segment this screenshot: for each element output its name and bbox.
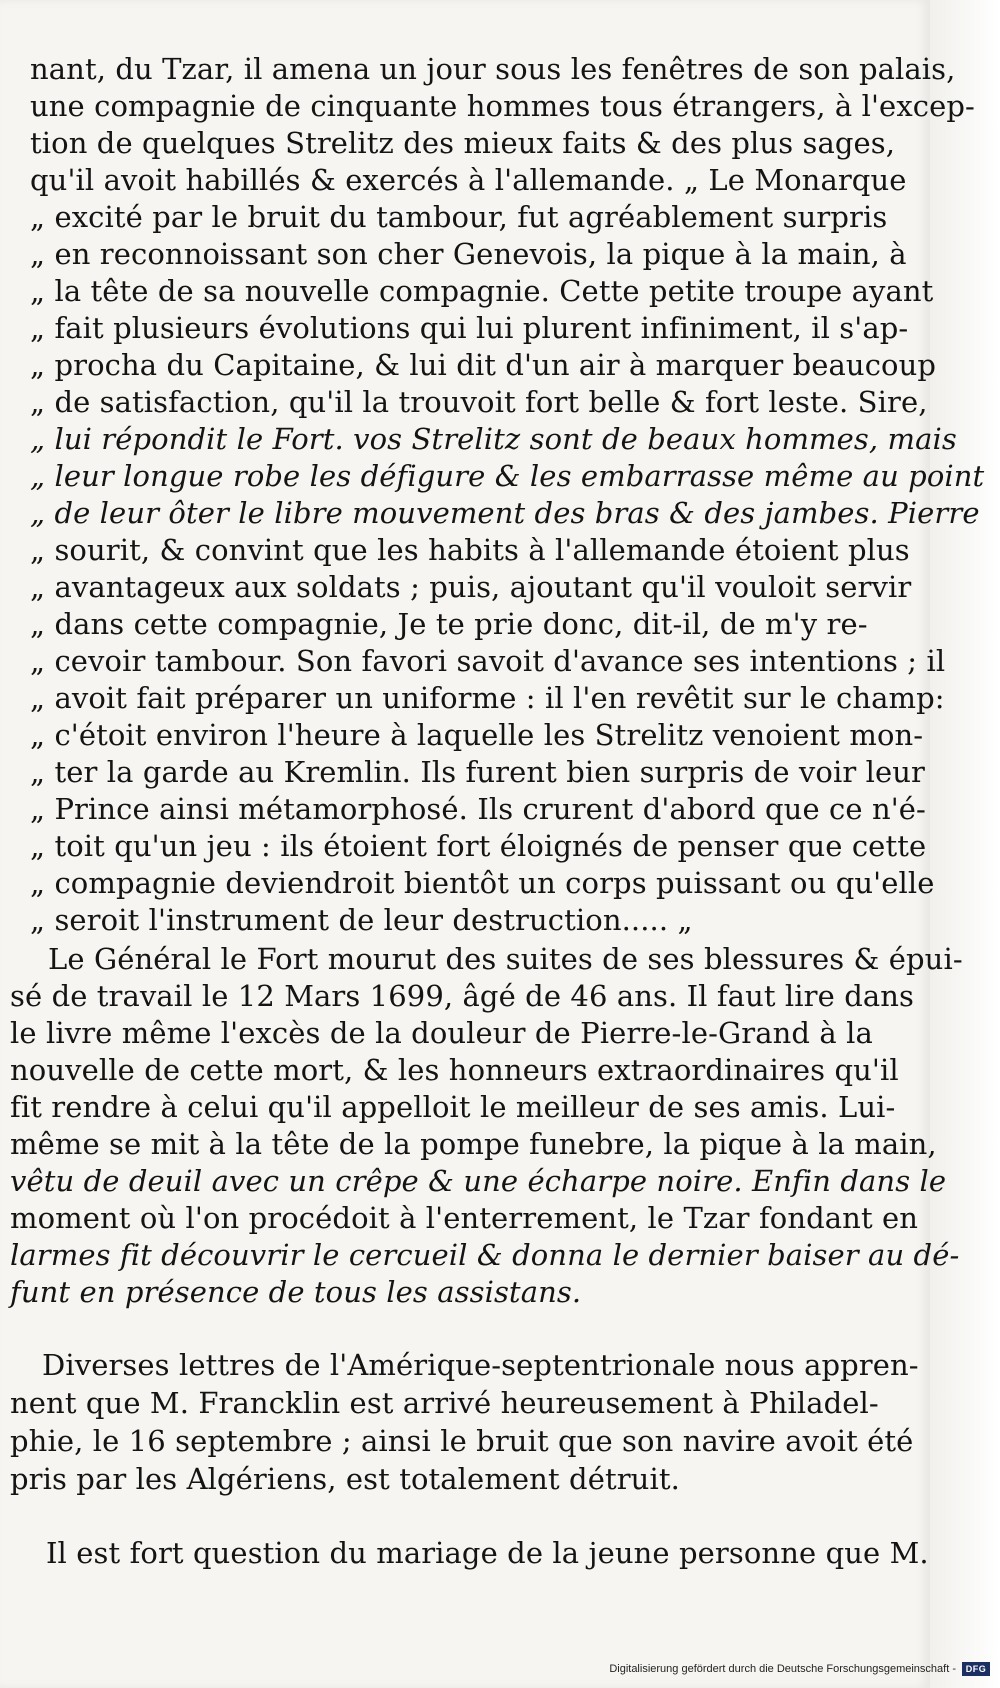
dfg-logo-icon: DFG: [962, 1662, 990, 1676]
text-line: „ procha du Capitaine, & lui dit d'un air à marquer beaucoup: [30, 348, 937, 382]
text-line: „ toit qu'un jeu : ils étoient fort éloignés de penser que cette: [30, 829, 927, 863]
text-line: vêtu de deuil avec un crêpe & une écharpe noire. Enfin dans le: [10, 1164, 947, 1198]
text-line: „ c'étoit environ l'heure à laquelle les Strelitz venoient mon-: [30, 718, 924, 752]
text-line: funt en présence de tous les assistans.: [10, 1275, 582, 1309]
text-line: larmes fit découvrir le cercueil & donna le dernier baiser au dé-: [10, 1238, 960, 1272]
text-line: fit rendre à celui qu'il appelloit le meilleur de ses amis. Lui-: [10, 1090, 896, 1124]
text-line: „ en reconnoissant son cher Genevois, la pique à la main, à: [30, 237, 907, 271]
page-edge: [930, 0, 1000, 1688]
text-line: „ sourit, & convint que les habits à l'allemande étoient plus: [30, 533, 910, 567]
footer-credit: [609, 1662, 990, 1676]
text-line: même se mit à la tête de la pompe funebre, la pique à la main,: [10, 1127, 937, 1161]
text-line: nant, du Tzar, il amena un jour sous les fenêtres de son palais,: [30, 52, 956, 86]
text-line: „ la tête de sa nouvelle compagnie. Cette petite troupe ayant: [30, 274, 934, 308]
text-line: „ dans cette compagnie, Je te prie donc, dit-il, de m'y re-: [30, 607, 868, 641]
text-line: „ avantageux aux soldats ; puis, ajoutant qu'il vouloit servir: [30, 570, 912, 604]
text-line: tion de quelques Strelitz des mieux faits & des plus sages,: [30, 126, 896, 160]
text-line: Il est fort question du mariage de la jeune personne que M.: [46, 1536, 929, 1570]
text-line: „ excité par le bruit du tambour, fut agréablement surpris: [30, 200, 888, 234]
text-line: „ Prince ainsi métamorphosé. Ils crurent d'abord que ce n'é-: [30, 792, 926, 826]
text-line: sé de travail le 12 Mars 1699, âgé de 46 ans. Il faut lire dans: [10, 979, 915, 1013]
text-line: une compagnie de cinquante hommes tous étrangers, à l'excep-: [30, 89, 975, 123]
text-line: „ avoit fait préparer un uniforme : il l'en revêtit sur le champ:: [30, 681, 945, 715]
text-line: le livre même l'excès de la douleur de Pierre-le-Grand à la: [10, 1016, 873, 1050]
text-line: pris par les Algériens, est totalement détruit.: [10, 1462, 680, 1496]
text-line: „ fait plusieurs évolutions qui lui plurent infiniment, il s'ap-: [30, 311, 909, 345]
text-line: „ de satisfaction, qu'il la trouvoit fort belle & fort leste. Sire,: [30, 385, 928, 419]
text-line: qu'il avoit habillés & exercés à l'allemande. „ Le Monarque: [30, 163, 907, 197]
text-line: „ ter la garde au Kremlin. Ils furent bien surpris de voir leur: [30, 755, 925, 789]
text-line: „ cevoir tambour. Son favori savoit d'avance ses intentions ; il: [30, 644, 946, 678]
text-line: Diverses lettres de l'Amérique-septentrionale nous appren-: [42, 1348, 919, 1382]
text-line: Le Général le Fort mourut des suites de ses blessures & épui-: [48, 942, 963, 976]
text-line: nent que M. Francklin est arrivé heureusement à Philadel-: [10, 1386, 879, 1420]
text-line: „ seroit l'instrument de leur destruction..... „: [30, 903, 693, 937]
text-line: „ leur longue robe les défigure & les embarrasse même au point: [30, 459, 985, 493]
text-line: „ compagnie deviendroit bientôt un corps puissant ou qu'elle: [30, 866, 935, 900]
text-line: phie, le 16 septembre ; ainsi le bruit que son navire avoit été: [10, 1424, 914, 1458]
text-line: moment où l'on procédoit à l'enterrement, le Tzar fondant en: [10, 1201, 919, 1235]
text-line: nouvelle de cette mort, & les honneurs extraordinaires qu'il: [10, 1053, 899, 1087]
text-line: „ de leur ôter le libre mouvement des bras & des jambes. Pierre: [30, 496, 980, 530]
footer-text: Digitalisierung gefördert durch die Deutsche Forschungsgemeinschaft -: [609, 1663, 956, 1675]
text-line: „ lui répondit le Fort. vos Strelitz sont de beaux hommes, mais: [30, 422, 957, 456]
